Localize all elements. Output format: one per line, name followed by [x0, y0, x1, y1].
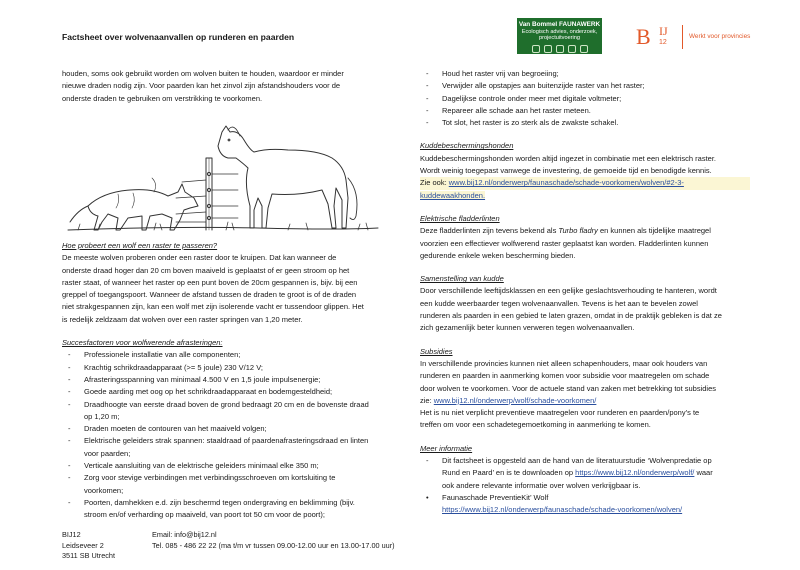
guard-dogs-link[interactable]: www.bij12.nl/onderwerp/faunaschade/schade-voorkomen/wolven/#2-3- [448, 178, 684, 188]
list-item [62, 386, 392, 398]
leaf-icon [568, 45, 576, 53]
more-info-text: ook andere relevante informatie over wolven verkrijgbaar is. [442, 480, 641, 490]
subsidies-line: In verschillende provincies kunnen niet alleen schapenhouders, maar ook houders van [420, 358, 708, 368]
footer-org: BIJ12 [62, 530, 81, 539]
bij12-logo-number: 12 [659, 39, 667, 46]
guard-dogs-line: Kuddebeschermingshonden worden altijd ingezet in combinatie met een elektrisch raster. [420, 153, 717, 163]
section-heading-more-info: Meer informatie [420, 443, 473, 453]
footer-email[interactable]: Email: info@bij12.nl [152, 530, 217, 539]
leaf-icon [532, 45, 540, 53]
fladry-line [420, 225, 750, 237]
section-heading-success-factors: Succesfactoren voor wolfwerende afrasteringen: [62, 338, 223, 348]
fence-maintenance-list [420, 68, 750, 129]
guard-dogs-line: Wordt weinig toegepast vanwege de investering, de gemoeide tijd en benodigde kennis. [420, 166, 712, 176]
see-also-label: zie: [420, 395, 434, 405]
list-item-text: - Goede aarding met oog op het schrikdraadapparaat en bodemgesteldheid; [84, 387, 333, 397]
fladry-text: en kunnen als tijdelijke maatregel [597, 226, 711, 236]
more-info-text [442, 467, 750, 479]
list-item [420, 455, 750, 492]
list-item [62, 423, 392, 435]
footer-city: 3511 SB Utrecht [62, 551, 115, 560]
guard-dogs-link-continued[interactable]: kuddewaakhonden. [420, 190, 486, 200]
list-item [62, 497, 392, 522]
list-item-text: - Professionele installatie van alle componenten; [84, 350, 241, 360]
list-item-text: - Zorg voor stevige verbindingen met verbindingsschroeven om kortsluiting te [84, 473, 336, 483]
more-info-text: waar [694, 468, 713, 478]
section-line: runderen als paarden in een gebied te laten grazen, omdat in de praktijk gebleken is dat ze [420, 311, 722, 321]
section-body-wolf-passing [62, 252, 392, 326]
section-line: zich gezamenlijk beter kunnen verweren tegen wolvenaanvallen. [420, 323, 635, 333]
section-line: greppel of toegangspoort. Wanneer de afstand tussen de draden te groot is of de draden [62, 290, 357, 300]
subsidies-link[interactable]: www.bij12.nl/onderwerp/wolf/schade-voorkomen/ [433, 395, 597, 405]
list-item [62, 472, 392, 497]
intro-line: nieuwe draden nodig zijn. Voor paarden kan het zinvol zijn afstandshouders voor de [62, 81, 341, 91]
list-item [62, 349, 392, 361]
list-item: - Repareer alle schade aan het raster meteen. [420, 105, 750, 117]
preventiekit-link[interactable]: https://www.bij12.nl/onderwerp/faunaschade/schade-voorkomen/wolven/ [442, 505, 683, 515]
footer-street: Leidseveer 2 [62, 540, 104, 550]
bij12-logo-ij: IJ [659, 24, 668, 38]
herd-composition-body [420, 285, 750, 334]
left-intro [62, 68, 392, 105]
list-item-text: voorkomen; [84, 485, 124, 495]
bij12-logo [636, 24, 684, 50]
section-heading-guard-dogs: Kuddebeschermingshonden [420, 141, 514, 151]
fladry-text: Deze fladderlinten zijn tevens bekend als [420, 226, 559, 236]
list-item [62, 399, 392, 424]
list-item-text: stroom en/of verharding op maaiveld, van poort tot 50 cm voor de poort); [84, 510, 325, 520]
list-item: - Houd het raster vrij van begroeiing; [420, 68, 750, 80]
list-item-text: - Poorten, damhekken e.d. zijn beschermd tegen ondergraving en beklimming (bijv. [84, 497, 355, 507]
left-sections [62, 240, 392, 522]
bij12-logo-b: B [636, 24, 651, 49]
vanbommel-faunawerk-logo [517, 18, 602, 54]
footer-contact [152, 530, 395, 551]
page-title: Factsheet over wolvenaanvallen op runderen en paarden [62, 32, 295, 42]
section-line: Door verschillende leeftijdsklassen en een gelijke geslachtsverhouding te hanteren, wordt [420, 286, 717, 296]
list-item-text: - Draadhoogte van eerste draad boven de grond bedraagt 20 cm en de bovenste draad [84, 399, 369, 409]
list-item [62, 435, 392, 460]
list-item [62, 374, 392, 386]
section-heading-wolf-passing: Hoe probeert een wolf een raster te passeren? [62, 241, 218, 250]
right-column [420, 68, 750, 517]
section-line: onderste draad hoger dan 20 cm boven maaiveld is geplaatst of er geen stroom op het [62, 265, 350, 275]
more-info-list [420, 455, 750, 516]
section-line: De meeste wolven proberen onder een raster door te kruipen. Dat kan wanneer de [62, 253, 337, 263]
section-heading-herd-composition: Samenstelling van kudde [420, 274, 504, 284]
subsidies-line: treffen om voor een schadetegemoetkoming in aanmerking te komen. [420, 420, 651, 430]
subsidies-line: door wolven te voorkomen. Voor de actuele stand van zaken met betrekking tot subsidies [420, 383, 717, 393]
footer-phone: Tel. 085 - 486 22 22 (ma t/m vr tussen 09.00-12.00 uur en 13.00-17.00 uur) [152, 540, 395, 550]
more-info-text: Rund en Paard’ en is te downloaden op [442, 468, 576, 478]
subsidies-line: runderen en paarden in aanmerking komen voor subsidie voor maatregelen om schade [420, 371, 710, 381]
fladry-line: voorzien een effectiever wolfwerend raster geplaatst kan worden. Fladderlinten kunnen [420, 238, 709, 248]
list-item-text: op 1,20 m; [84, 411, 120, 421]
list-item: - Tot slot, het raster is zo sterk als de zwakste schakel. [420, 117, 750, 129]
list-item [62, 362, 392, 374]
guard-dogs-see-also [420, 177, 750, 189]
list-item [420, 492, 750, 517]
list-item: - Verwijder alle opstapjes aan buitenzijde raster van het raster; [420, 80, 750, 92]
fladry-line: gedurende enkele weken bescherming bieden. [420, 250, 576, 260]
list-item: - Dagelijkse controle onder meer met digitale voltmeter; [420, 93, 750, 105]
section-line: niet strakgespannen zijn, kan een wolf met zijn isolerende vacht er tussendoor glippen. Het [62, 302, 364, 312]
logo-divider [682, 25, 683, 49]
section-line: is redelijk zeldzaam dat wolven over een raster springen van 1,20 meter. [62, 314, 303, 324]
leaf-icon [556, 45, 564, 53]
list-item-text: voor paarden; [84, 448, 131, 458]
list-item-text: - Elektrische geleiders strak spannen: staaldraad of paardenafrasteringsdraad en linten [84, 436, 369, 446]
fence-drawing [176, 158, 238, 230]
list-item-text: - Draden moeten de contouren van het maaiveld volgen; [84, 424, 267, 434]
section-heading-fladry: Elektrische fladderlinten [420, 213, 500, 223]
section-heading-subsidies: Subsidies [420, 346, 453, 356]
fladry-term: Turbo fladry [558, 226, 598, 236]
see-also-label: Zie ook: [420, 178, 449, 188]
success-factors-list [62, 349, 392, 521]
footer-address [62, 530, 115, 562]
subsidies-line: Het is nu niet verplicht preventieve maatregelen voor runderen en paarden/pony’s te [420, 408, 700, 418]
more-info-text: • Faunaschade PreventieKit’ Wolf [442, 492, 549, 502]
list-item-text: - Verticale aansluiting van de elektrische geleiders minimaal elke 350 m; [84, 461, 319, 471]
subsidies-see-also [420, 395, 750, 407]
intro-line: houden, soms ook gebruikt worden om wolven buiten te houden, waardoor er minder [62, 69, 344, 78]
more-info-text: - Dit factsheet is opgesteld aan de hand van de literatuurstudie ‘Wolvenpredatie op [442, 456, 712, 466]
section-line: een kudde weerbaarder tegen wolvenaanvallen. Tevens is het aan te bevelen zowel [420, 298, 698, 308]
leaf-icon [580, 45, 588, 53]
bij12-tagline: Werkt voor provincies [689, 33, 751, 40]
horse-drawing [218, 126, 357, 228]
vbf-brand: Van Bommel FAUNAWERK [518, 21, 601, 28]
list-item-text: - Krachtig schrikdraadapparaat (>= 5 joule) 230 V/12 V; [84, 362, 263, 372]
list-item-text: - Afrasteringsspanning van minimaal 4.500 V en 1,5 joule impulsenergie; [84, 374, 321, 384]
section-line: raster staat, of wanneer het raster op een punt boven de 20cm gespannen is, bijv. bij een [62, 277, 358, 287]
leaf-icon [544, 45, 552, 53]
vbf-icons [517, 45, 602, 53]
list-item [62, 460, 392, 472]
vbf-subtitle: Ecologisch advies, onderzoek, projectuitvoering [521, 28, 598, 42]
wolf-horse-fence-illustration [58, 118, 388, 243]
intro-line: onderste draden te gebruiken om verstrikking te voorkomen. [62, 93, 263, 103]
wolf-topic-link[interactable]: https://www.bij12.nl/onderwerp/wolf/ [575, 468, 695, 478]
